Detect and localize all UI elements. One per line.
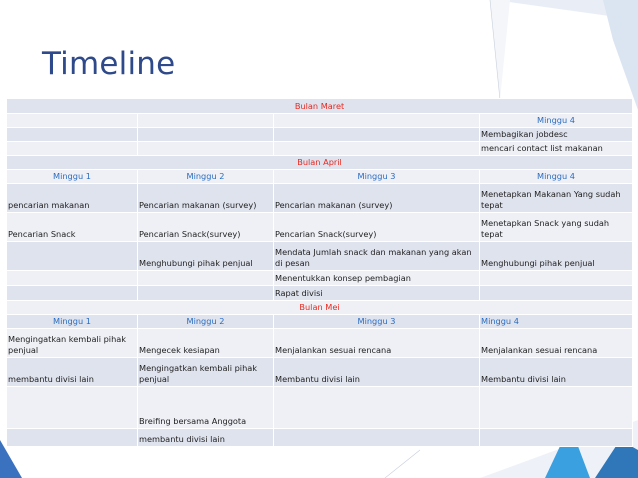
task-cell: Membantu divisi lain bbox=[274, 358, 480, 387]
task-cell: Pencarian Snack bbox=[7, 213, 138, 242]
week-row-may bbox=[7, 315, 633, 329]
task-cell: Membantu divisi lain bbox=[480, 358, 633, 387]
task-cell: mencari contact list makanan bbox=[480, 142, 633, 156]
task-cell bbox=[7, 286, 138, 301]
table-row bbox=[7, 358, 633, 387]
month-row-april bbox=[7, 156, 633, 170]
task-cell: Pencarian Snack(survey) bbox=[138, 213, 274, 242]
task-cell bbox=[138, 271, 274, 286]
week-label: Minggu 2 bbox=[138, 315, 274, 329]
task-cell bbox=[7, 242, 138, 271]
month-label-march: Bulan Maret bbox=[7, 99, 633, 114]
task-cell: membantu divisi lain bbox=[7, 358, 138, 387]
week-label: Minggu 4 bbox=[480, 315, 633, 329]
table-row bbox=[7, 242, 633, 271]
month-row-march bbox=[7, 99, 633, 114]
month-label-april: Bulan April bbox=[7, 156, 633, 170]
task-cell: Menjalankan sesuai rencana bbox=[480, 329, 633, 358]
task-cell bbox=[7, 271, 138, 286]
task-cell: Menetapkan Makanan Yang sudah tepat bbox=[480, 184, 633, 213]
task-cell: Menetapkan Snack yang sudah tepat bbox=[480, 213, 633, 242]
week-label-march-4: Minggu 4 bbox=[480, 114, 633, 128]
month-label-may: Bulan Mei bbox=[7, 301, 633, 315]
task-cell: Membagikan jobdesc bbox=[480, 128, 633, 142]
week-label: Minggu 4 bbox=[480, 170, 633, 184]
table-row bbox=[7, 213, 633, 242]
task-cell bbox=[480, 271, 633, 286]
week-label: Minggu 3 bbox=[274, 170, 480, 184]
task-cell bbox=[480, 286, 633, 301]
task-cell bbox=[480, 387, 633, 429]
task-cell: Mengecek kesiapan bbox=[138, 329, 274, 358]
task-cell bbox=[274, 387, 480, 429]
task-cell bbox=[7, 429, 138, 447]
task-cell bbox=[480, 429, 633, 447]
task-cell: Pencarian makanan (survey) bbox=[138, 184, 274, 213]
slide-title: Timeline bbox=[42, 46, 176, 82]
table-row bbox=[7, 286, 633, 301]
month-row-may bbox=[7, 301, 633, 315]
table-row bbox=[7, 271, 633, 286]
task-cell: Menjalankan sesuai rencana bbox=[274, 329, 480, 358]
task-cell: Pencarian makanan (survey) bbox=[274, 184, 480, 213]
week-label: Minggu 2 bbox=[138, 170, 274, 184]
table-row bbox=[7, 387, 633, 429]
task-cell: Pencarian Snack(survey) bbox=[274, 213, 480, 242]
timeline-table bbox=[6, 98, 633, 447]
task-cell bbox=[138, 286, 274, 301]
task-cell: pencarian makanan bbox=[7, 184, 138, 213]
table-row bbox=[7, 184, 633, 213]
table-row bbox=[7, 429, 633, 447]
task-cell: Rapat divisi bbox=[274, 286, 480, 301]
week-row-april bbox=[7, 170, 633, 184]
table-row bbox=[7, 128, 633, 142]
task-cell: Menentukkan konsep pembagian bbox=[274, 271, 480, 286]
week-label: Minggu 3 bbox=[274, 315, 480, 329]
decorative-top-right-triangles bbox=[485, 0, 638, 110]
task-cell: Mendata Jumlah snack dan makanan yang akan di pesan bbox=[274, 242, 480, 271]
week-row-march bbox=[7, 114, 633, 128]
task-cell: Menghubungi pihak penjual bbox=[480, 242, 633, 271]
table-row bbox=[7, 142, 633, 156]
task-cell: membantu divisi lain bbox=[138, 429, 274, 447]
task-cell bbox=[7, 387, 138, 429]
task-cell: Mengingatkan kembali pihak penjual bbox=[138, 358, 274, 387]
week-label: Minggu 1 bbox=[7, 170, 138, 184]
week-label: Minggu 1 bbox=[7, 315, 138, 329]
task-cell bbox=[274, 429, 480, 447]
task-cell: Menghubungi pihak penjual bbox=[138, 242, 274, 271]
task-cell: Breifing bersama Anggota bbox=[138, 387, 274, 429]
task-cell: Mengingatkan kembali pihak penjual bbox=[7, 329, 138, 358]
table-row bbox=[7, 329, 633, 358]
